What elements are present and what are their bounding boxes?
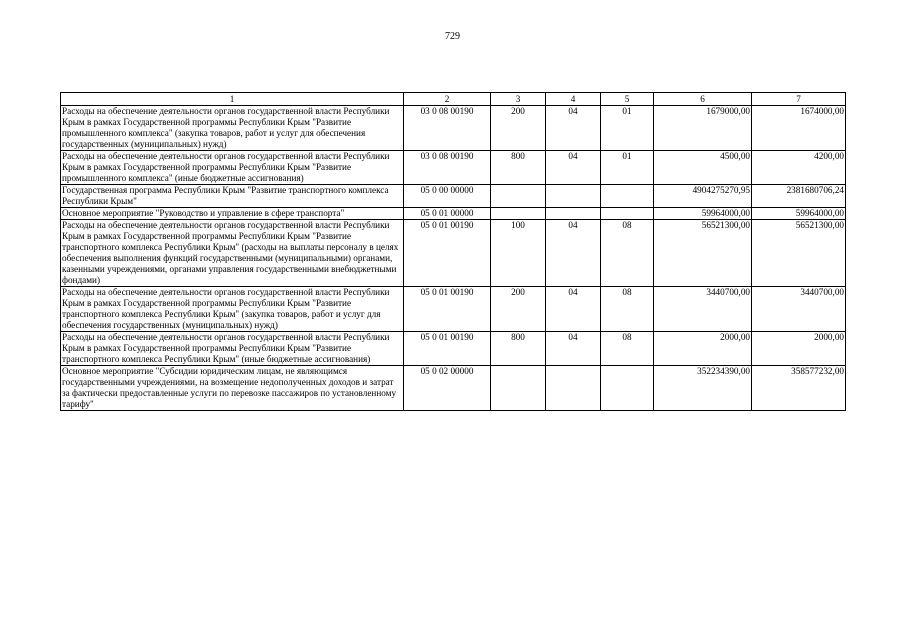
table-row xyxy=(61,151,846,185)
row-amount-2: 1674000,00 xyxy=(752,106,846,151)
row-amount-1: 2000,00 xyxy=(654,332,752,366)
table-row xyxy=(61,185,846,208)
row-subsection: 01 xyxy=(601,151,654,185)
row-subsection: 08 xyxy=(601,332,654,366)
table-row xyxy=(61,366,846,411)
row-section: 04 xyxy=(546,287,601,332)
row-code: 05 0 02 00000 xyxy=(404,366,491,411)
row-section: 04 xyxy=(546,332,601,366)
budget-table xyxy=(60,92,846,411)
column-header-3: 3 xyxy=(491,93,546,106)
row-code: 05 0 01 00190 xyxy=(404,220,491,287)
table-row xyxy=(61,332,846,366)
row-subsection: 01 xyxy=(601,106,654,151)
row-section xyxy=(546,185,601,208)
row-amount-1: 352234390,00 xyxy=(654,366,752,411)
row-code: 05 0 01 00190 xyxy=(404,287,491,332)
row-section xyxy=(546,366,601,411)
row-subsection xyxy=(601,208,654,220)
row-name: Расходы на обеспечение деятельности органов государственной власти Республики Крым в рамках Государственной программы Республики Крым "Развитие промышленного комплекса" (закупка товаров, работ и услуг для обеспечения государственных (муниципальных) нужд) xyxy=(61,106,404,151)
row-code: 03 0 08 00190 xyxy=(404,151,491,185)
row-expense-type xyxy=(491,366,546,411)
row-subsection xyxy=(601,185,654,208)
row-expense-type: 200 xyxy=(491,106,546,151)
row-amount-1: 1679000,00 xyxy=(654,106,752,151)
row-section: 04 xyxy=(546,106,601,151)
row-name: Основное мероприятие "Субсидии юридическим лицам, не являющимся государственными учреждениями, на возмещение недополученных доходов и затрат за фактически предоставленные услуги по перевозке пассажиров по установленному тарифу" xyxy=(61,366,404,411)
row-amount-1: 3440700,00 xyxy=(654,287,752,332)
page-number: 729 xyxy=(445,31,460,42)
row-expense-type: 800 xyxy=(491,332,546,366)
row-expense-type xyxy=(491,208,546,220)
row-subsection xyxy=(601,366,654,411)
row-section xyxy=(546,208,601,220)
row-amount-2: 56521300,00 xyxy=(752,220,846,287)
row-code: 03 0 08 00190 xyxy=(404,106,491,151)
row-section: 04 xyxy=(546,151,601,185)
row-code: 05 0 00 00000 xyxy=(404,185,491,208)
header-row xyxy=(61,93,846,106)
table-row xyxy=(61,287,846,332)
column-header-1: 1 xyxy=(61,93,404,106)
row-expense-type: 800 xyxy=(491,151,546,185)
row-expense-type: 100 xyxy=(491,220,546,287)
row-section: 04 xyxy=(546,220,601,287)
row-amount-2: 4200,00 xyxy=(752,151,846,185)
row-subsection: 08 xyxy=(601,287,654,332)
row-name: Расходы на обеспечение деятельности органов государственной власти Республики Крым в рамках Государственной программы Республики Крым "Развитие транспортного комплекса Республики Крым" (расходы на выплаты персоналу в целях обеспечения выполнения функций государственными (муниципальными) органами, казенными учреждениями, органами управления государственными внебюджетными фондами) xyxy=(61,220,404,287)
row-name: Государственная программа Республики Крым "Развитие транспортного комплекса Республики Крым" xyxy=(61,185,404,208)
row-amount-2: 2000,00 xyxy=(752,332,846,366)
column-header-4: 4 xyxy=(546,93,601,106)
table-row xyxy=(61,220,846,287)
column-header-7: 7 xyxy=(752,93,846,106)
column-header-2: 2 xyxy=(404,93,491,106)
row-name: Расходы на обеспечение деятельности органов государственной власти Республики Крым в рамках Государственной программы Республики Крым "Развитие транспортного комплекса Республики Крым" (иные бюджетные ассигнования) xyxy=(61,332,404,366)
row-amount-2: 3440700,00 xyxy=(752,287,846,332)
row-expense-type: 200 xyxy=(491,287,546,332)
row-expense-type xyxy=(491,185,546,208)
row-name: Основное мероприятие "Руководство и управление в сфере транспорта" xyxy=(61,208,404,220)
table-row xyxy=(61,106,846,151)
row-amount-1: 4500,00 xyxy=(654,151,752,185)
row-code: 05 0 01 00190 xyxy=(404,332,491,366)
row-amount-1: 4904275270,95 xyxy=(654,185,752,208)
row-amount-1: 56521300,00 xyxy=(654,220,752,287)
column-header-6: 6 xyxy=(654,93,752,106)
row-amount-1: 59964000,00 xyxy=(654,208,752,220)
row-amount-2: 2381680706,24 xyxy=(752,185,846,208)
column-header-5: 5 xyxy=(601,93,654,106)
row-name: Расходы на обеспечение деятельности органов государственной власти Республики Крым в рамках Государственной программы Республики Крым "Развитие транспортного комплекса Республики Крым" (закупка товаров, работ и услуг для обеспечения государственных (муниципальных) нужд) xyxy=(61,287,404,332)
row-subsection: 08 xyxy=(601,220,654,287)
row-name: Расходы на обеспечение деятельности органов государственной власти Республики Крым в рамках Государственной программы Республики Крым "Развитие промышленного комплекса" (иные бюджетные ассигнования) xyxy=(61,151,404,185)
row-amount-2: 358577232,00 xyxy=(752,366,846,411)
row-code: 05 0 01 00000 xyxy=(404,208,491,220)
row-amount-2: 59964000,00 xyxy=(752,208,846,220)
table-row xyxy=(61,208,846,220)
